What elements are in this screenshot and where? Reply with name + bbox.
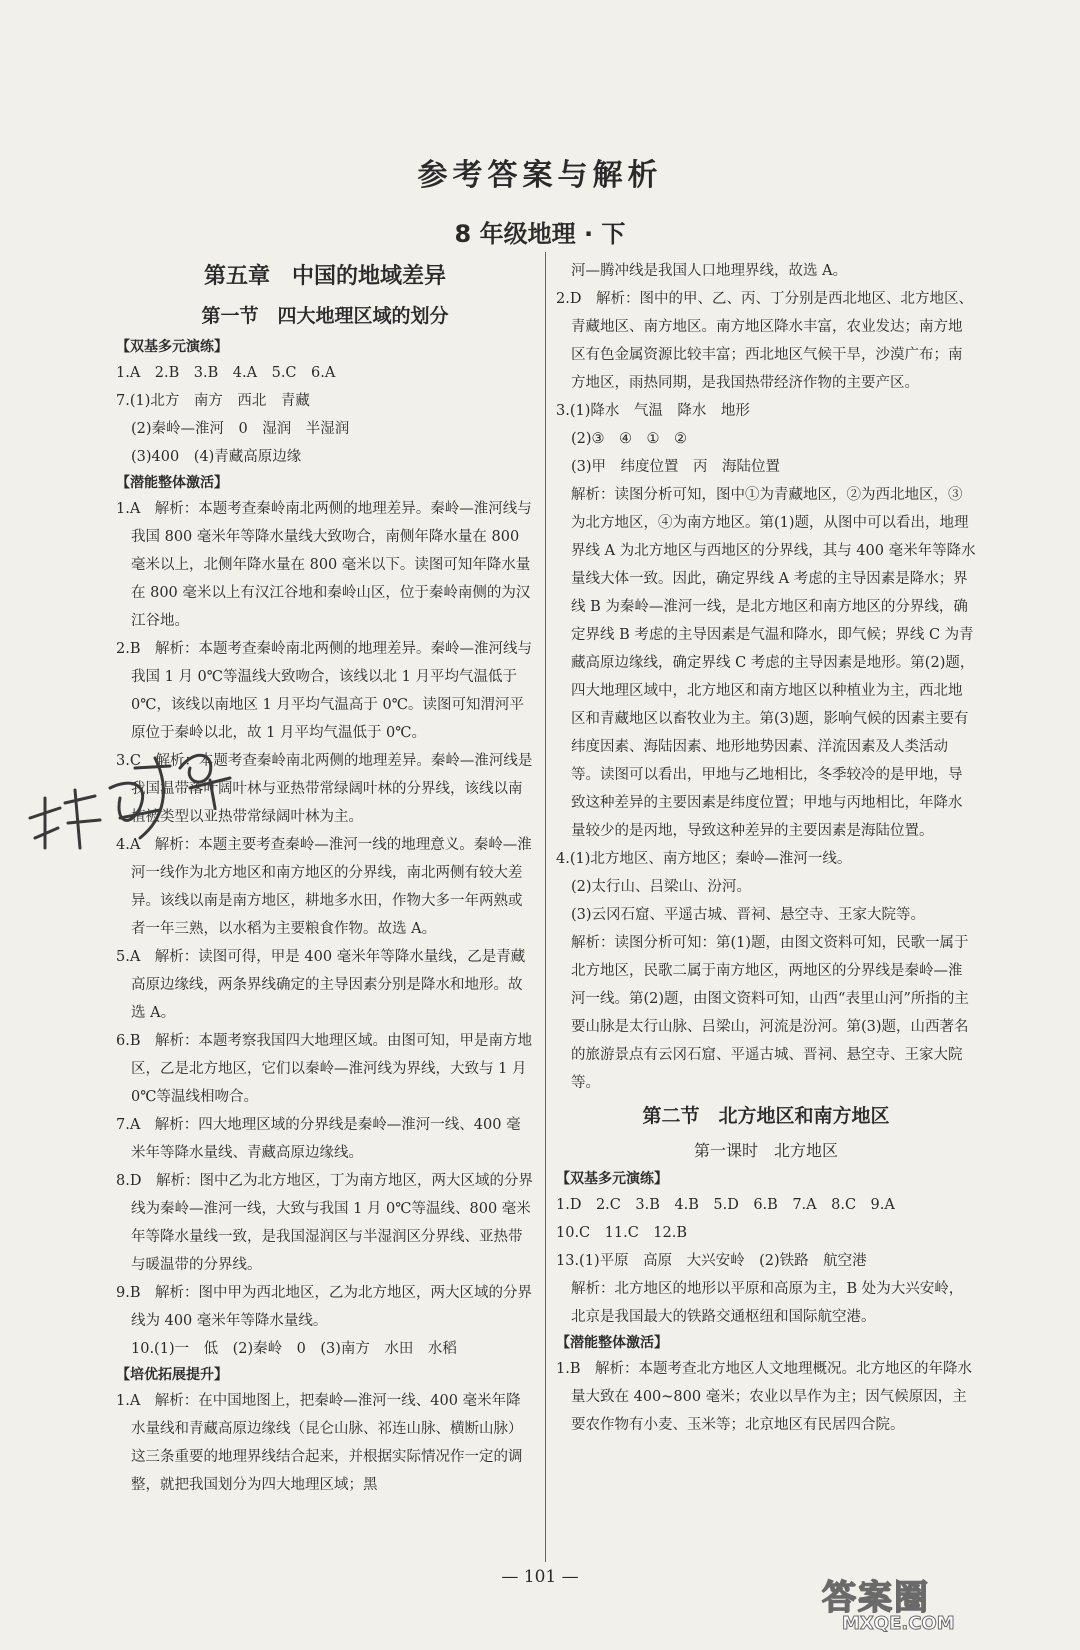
answer-line: (3)云冈石窟、平遥古城、晋祠、悬空寺、王家大院等。 bbox=[571, 907, 926, 923]
answer-paragraph: 7.A 解析：四大地理区域的分界线是秦岭—淮河一线、400 毫米年等降水量线、青藏高原边缘线。 bbox=[116, 1117, 521, 1161]
answer-paragraph: 1.A 解析：本题考查秦岭南北两侧的地理差异。秦岭—淮河线与我国 800 毫米年等降水量线大致吻合，南侧年降水量在 800 毫米以上，北侧年降水量在 800 毫米以下。读图可知年降水量在 800 毫米以上有汉江谷地和秦岭山区，位于秦岭南侧的为汉江谷地。 bbox=[116, 501, 532, 629]
analysis-paragraph: 解析：读图分析可知：第(1)题，由图文资料可知，民歌一属于北方地区，民歌二属于南方地区，两地区的分界线是秦岭—淮河一线。第(2)题，由图文资料可知，山西“表里山河”所指的主要山脉是太行山脉、吕梁山，河流是汾河。第(3)题，山西著名的旅游景点有云冈石窟、平遥古城、晋祠、悬空寺、王家大院等。 bbox=[571, 935, 969, 1091]
answer-line: 10.(1)一 低 (2)秦岭 0 (3)南方 水田 水稻 bbox=[131, 1341, 457, 1357]
answer-paragraph: 2.D 解析：图中的甲、乙、丙、丁分别是西北地区、北方地区、青藏地区、南方地区。南方地区降水丰富，农业发达；南方地区有色金属资源比较丰富；西北地区气候干旱，沙漠广布；南方地区，雨热同期，是我国热带经济作物的主要产区。 bbox=[556, 291, 973, 391]
block-tag: 【双基多元演练】 bbox=[116, 339, 228, 355]
answer-paragraph: 9.B 解析：图中甲为西北地区，乙为北方地区，两大区域的分界线为 400 毫米年等降水量线。 bbox=[116, 1285, 532, 1329]
answer-paragraph: 1.A 解析：在中国地图上，把秦岭—淮河一线、400 毫米年降水量线和青藏高原边缘线（昆仑山脉、祁连山脉、横断山脉）这三条重要的地理界线结合起来，并根据实际情况作一定的调整，就把我国划分为四大地理区域；黑 bbox=[116, 1393, 523, 1493]
analysis-paragraph: 解析：读图分析可知，图中①为青藏地区，②为西北地区，③为北方地区，④为南方地区。第(1)题，从图中可以看出，地理界线 A 为北方地区与西地区的分界线，其与 400 毫米年等降水量线大体一致。因此，确定界线 A 考虑的主导因素是降水；界线 B 为秦岭—淮河一线，是北方地区和南方地区的分界线，确定界线 B 考虑的主导因素是气温和降水，即气候；界线 C 为青藏高原边缘线，确定界线 C 考虑的主导因素是地形。第(2)题，四大地理区域中，北方地区和南方地区以种植业为主，西北地区和青藏地区以畜牧业为主。第(3)题，影响气候的因素主要有纬度因素、海陆因素、地形地势因素、洋流因素及人类活动等。读图可以看出，甲地与乙地相比，冬季较冷的是甲地，导致这种差异的主要因素是纬度位置；甲地与丙地相比，年降水量较少的是丙地，导致这种差异的主要因素是海陆位置。 bbox=[571, 487, 976, 839]
watermark-url: MXQE.COM bbox=[842, 1613, 955, 1634]
page-number: — 101 — bbox=[501, 1567, 579, 1587]
chapter-heading: 第五章 中国的地域差异 bbox=[203, 264, 446, 289]
watermark-logo: 答案圈 bbox=[822, 1578, 930, 1618]
left-column bbox=[116, 257, 534, 1499]
answer-line: 河—腾冲线是我国人口地理界线，故选 A。 bbox=[571, 263, 848, 279]
block-tag: 【培优拓展提升】 bbox=[116, 1367, 228, 1383]
analysis-paragraph: 解析：北方地区的地形以平原和高原为主，B 处为大兴安岭，北京是我国最大的铁路交通枢纽和国际航空港。 bbox=[571, 1281, 964, 1325]
answer-line: 10.C 11.C 12.B bbox=[556, 1225, 688, 1241]
lesson-heading: 第一课时 北方地区 bbox=[693, 1141, 838, 1160]
answer-paragraph: 6.B 解析：本题考察我国四大地理区域。由图可知，甲是南方地区，乙是北方地区，它们以秦岭—淮河线为界线，大致与 1 月 0℃等温线相吻合。 bbox=[116, 1033, 532, 1105]
section-heading: 第二节 北方地区和南方地区 bbox=[642, 1105, 890, 1127]
answer-paragraph: 2.B 解析：本题考查秦岭南北两侧的地理差异。秦岭—淮河线与我国 1 月 0℃等温线大致吻合，该线以北 1 月平均气温低于 0℃，该线以南地区 1 月平均气温高于 0℃。读图可知渭河平原位于秦岭以北，故 1 月平均气温低于 0℃。 bbox=[116, 641, 532, 741]
answer-line: 13.(1)平原 高原 大兴安岭 (2)铁路 航空港 bbox=[556, 1253, 867, 1269]
page-subtitle: 8 年级地理 · 下 bbox=[454, 220, 626, 248]
answer-line: 7.(1)北方 南方 西北 青藏 bbox=[116, 393, 310, 409]
answer-line: 1.D 2.C 3.B 4.B 5.D 6.B 7.A 8.C 9.A bbox=[556, 1197, 895, 1213]
answer-line: 4.(1)北方地区、南方地区；秦岭—淮河一线。 bbox=[556, 851, 852, 867]
answer-line: (3)400 (4)青藏高原边缘 bbox=[131, 449, 302, 465]
column-divider bbox=[545, 252, 546, 1562]
answer-line: (2)③ ④ ① ② bbox=[571, 431, 688, 447]
answer-line: (2)太行山、吕梁山、汾河。 bbox=[571, 879, 752, 895]
right-column bbox=[556, 257, 976, 1439]
answer-paragraph: 4.A 解析：本题主要考查秦岭—淮河一线的地理意义。秦岭—淮河一线作为北方地区和南方地区的分界线，南北两侧有较大差异。该线以南是南方地区，耕地多水田，作物大多一年两熟或者一年三熟，以水稻为主要粮食作物。故选 A。 bbox=[116, 837, 532, 937]
block-tag: 【潜能整体激活】 bbox=[556, 1335, 668, 1351]
answer-line: 3.(1)降水 气温 降水 地形 bbox=[556, 403, 750, 419]
page-title: 参考答案与解析 bbox=[417, 158, 663, 193]
answer-paragraph: 8.D 解析：图中乙为北方地区，丁为南方地区，两大区域的分界线为秦岭—淮河一线，大致与我国 1 月 0℃等温线、800 毫米年等降水量线一致，是我国湿润区与半湿润区分界线、亚热带与暖温带的分界线。 bbox=[116, 1173, 533, 1273]
section-heading: 第一节 四大地理区域的划分 bbox=[201, 305, 449, 327]
block-tag: 【双基多元演练】 bbox=[556, 1171, 668, 1187]
answer-paragraph: 1.B 解析：本题考查北方地区人文地理概况。北方地区的年降水量大致在 400~800 毫米；农业以旱作为主；因气候原因，主要农作物有小麦、玉米等；北京地区有民居四合院。 bbox=[556, 1361, 972, 1433]
answer-line: (3)甲 纬度位置 丙 海陆位置 bbox=[571, 459, 781, 475]
block-tag: 【潜能整体激活】 bbox=[116, 475, 228, 491]
watermark bbox=[822, 1570, 1067, 1642]
answer-line: (2)秦岭—淮河 0 湿润 半湿润 bbox=[131, 421, 350, 437]
answer-line: 1.A 2.B 3.B 4.A 5.C 6.A bbox=[116, 365, 336, 381]
answer-paragraph: 3.C 解析：本题考查秦岭南北两侧的地理差异。秦岭—淮河线是我国温带落叶阔叶林与亚热带常绿阔叶林的分界线，该线以南植被类型以亚热带常绿阔叶林为主。 bbox=[116, 753, 533, 825]
answer-paragraph: 5.A 解析：读图可得，甲是 400 毫米年等降水量线，乙是青藏高原边缘线，两条界线确定的主导因素分别是降水和地形。故选 A。 bbox=[116, 949, 526, 1021]
handwritten-note bbox=[20, 728, 240, 858]
